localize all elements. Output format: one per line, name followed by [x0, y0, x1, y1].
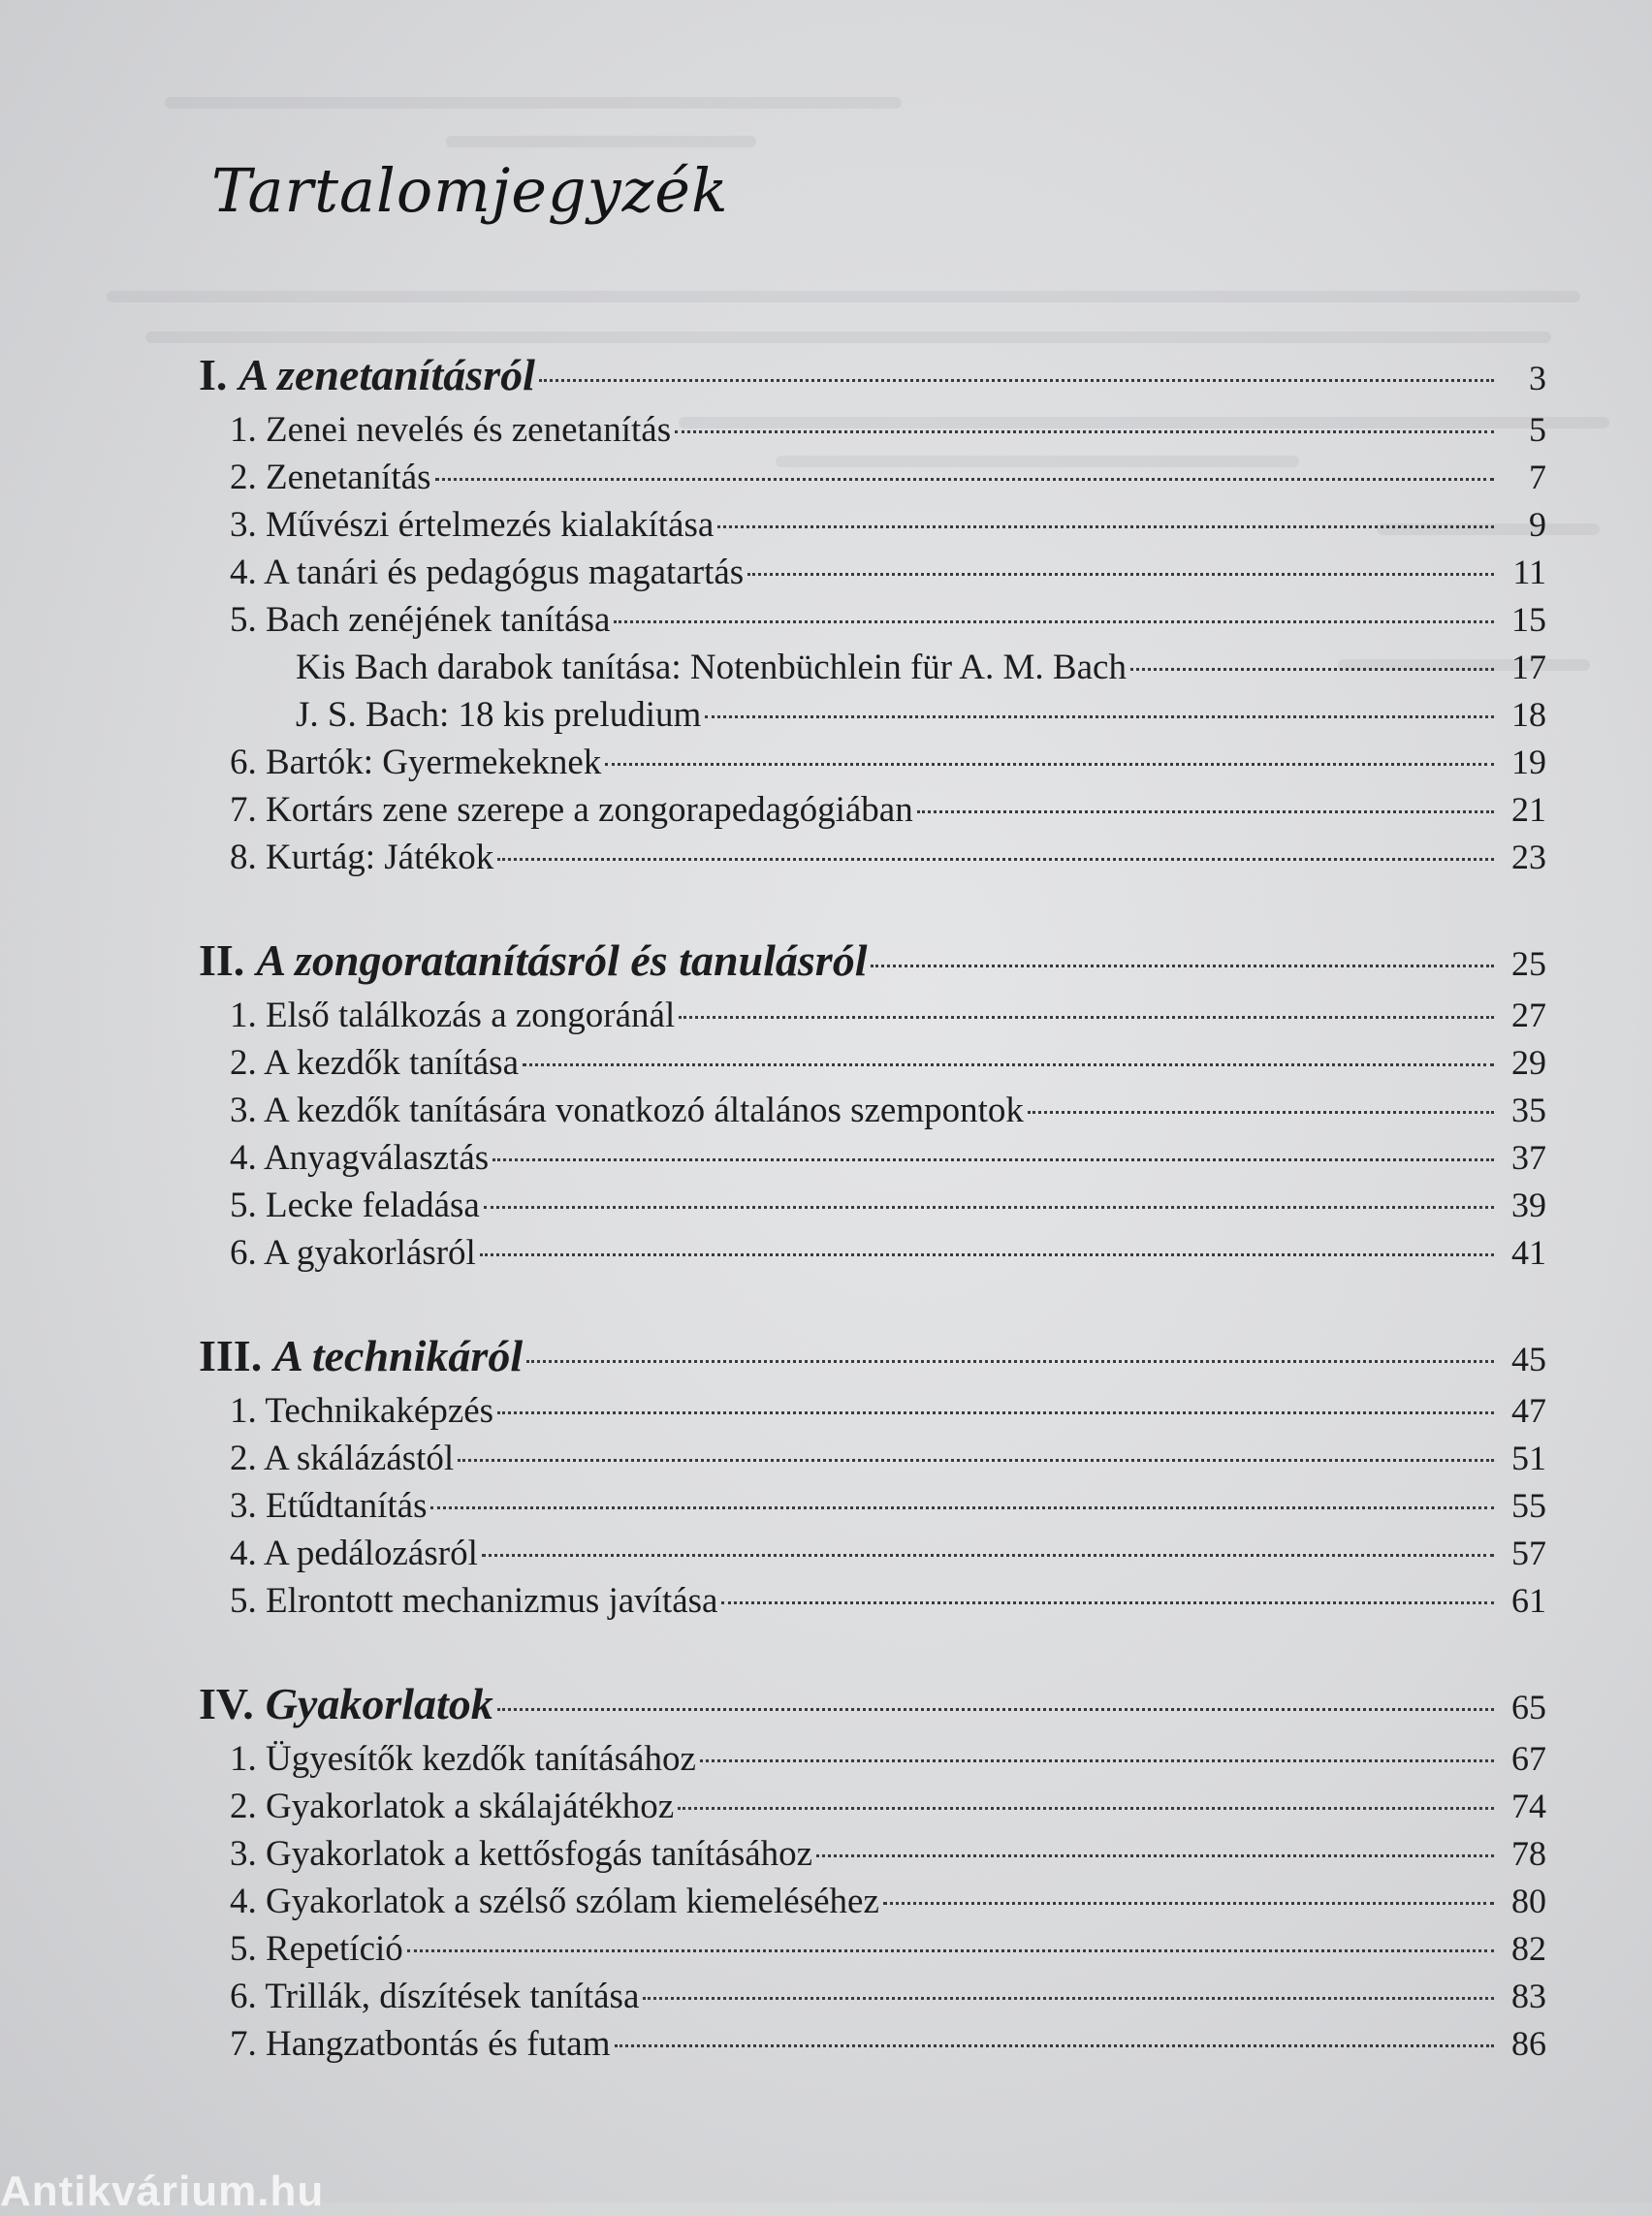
table-of-contents — [199, 349, 1546, 2121]
leader-dots — [614, 620, 1494, 623]
toc-entry — [199, 1438, 1546, 1485]
toc-entry — [199, 789, 1546, 837]
leader-dots — [492, 1158, 1494, 1161]
toc-entry — [199, 599, 1546, 647]
toc-entry — [199, 504, 1546, 552]
section-title: A zongoratanításról és tanulásról — [256, 935, 868, 985]
page-number: 47 — [1511, 1391, 1546, 1430]
leader-dots — [497, 1708, 1494, 1711]
entry-label: 6. A gyakorlásról — [230, 1233, 476, 1273]
section-number: III. — [199, 1331, 263, 1380]
entry-label: 5. Lecke feladása — [230, 1186, 480, 1225]
entry-label: 2. Gyakorlatok a skálajátékhoz — [230, 1787, 675, 1826]
page-number: 57 — [1511, 1534, 1546, 1572]
leader-dots — [482, 1554, 1494, 1557]
page-number: 55 — [1511, 1486, 1546, 1525]
page-number: 35 — [1511, 1091, 1546, 1129]
leader-dots — [700, 1759, 1494, 1762]
section-heading — [199, 1678, 1546, 1738]
page-number: 86 — [1511, 2024, 1546, 2063]
page-number: 5 — [1529, 410, 1546, 449]
entry-label: 4. A tanári és pedagógus magatartás — [230, 553, 745, 592]
entry-label: 3. Gyakorlatok a kettősfogás tanításához — [230, 1834, 813, 1874]
toc-entry — [199, 1090, 1546, 1137]
section-heading — [199, 934, 1546, 995]
leader-dots — [523, 1063, 1494, 1066]
leader-dots — [747, 573, 1494, 576]
entry-label: 3. A kezdők tanítására vonatkozó általános szempontok — [230, 1091, 1024, 1130]
entry-label: Kis Bach darabok tanítása: Notenbüchlein für A. M. Bach — [296, 648, 1127, 687]
entry-label: 2. Zenetanítás — [230, 458, 431, 497]
toc-entry — [199, 1042, 1546, 1090]
section-title: Gyakorlatok — [265, 1679, 493, 1728]
toc-entry — [199, 1738, 1546, 1786]
entry-label: 2. A kezdők tanítása — [230, 1043, 519, 1083]
toc-subentry — [199, 694, 1546, 742]
entry-label: 1. Első találkozás a zongoránál — [230, 996, 676, 1035]
leader-dots — [883, 1902, 1494, 1905]
leader-dots — [539, 379, 1494, 382]
page-number: 29 — [1511, 1043, 1546, 1082]
entry-label: 8. Kurtág: Játékok — [230, 838, 494, 877]
entry-label: 6. Bartók: Gyermekeknek — [230, 743, 602, 782]
toc-entry — [199, 1976, 1546, 2023]
toc-entry — [199, 1833, 1546, 1881]
toc-entry — [199, 837, 1546, 884]
toc-entry — [199, 1928, 1546, 1976]
entry-label: 7. Hangzatbontás és futam — [230, 2024, 611, 2064]
toc-entry — [199, 1485, 1546, 1533]
section-number: II. — [199, 935, 245, 985]
entry-label: 5. Bach zenéjének tanítása — [230, 600, 611, 640]
entry-label: 4. Anyagválasztás — [230, 1138, 490, 1178]
toc-entry — [199, 995, 1546, 1042]
leader-dots — [407, 1949, 1494, 1952]
toc-section-3 — [199, 1330, 1546, 1628]
page-number: 23 — [1511, 838, 1546, 876]
page-number: 11 — [1512, 553, 1546, 591]
entry-label: J. S. Bach: 18 kis preludium — [296, 695, 702, 735]
toc-entry — [199, 1390, 1546, 1438]
page-number: 74 — [1511, 1787, 1546, 1825]
leader-dots — [615, 2044, 1495, 2047]
page-number: 78 — [1511, 1834, 1546, 1873]
page-number: 15 — [1511, 600, 1546, 639]
entry-label: 1. Technikaképzés — [230, 1391, 494, 1431]
entry-label: 3. Művészi értelmezés kialakítása — [230, 505, 715, 545]
entry-label: 1. Zenei nevelés és zenetanítás — [230, 410, 672, 450]
page-number: 67 — [1511, 1739, 1546, 1778]
leader-dots — [526, 1360, 1494, 1363]
page-number: 3 — [1529, 359, 1546, 397]
leader-dots — [917, 810, 1494, 813]
leader-dots — [1028, 1111, 1494, 1114]
leader-dots — [675, 430, 1494, 433]
toc-entry — [199, 1881, 1546, 1928]
entry-label: 6. Trillák, díszítések tanítása — [230, 1977, 640, 2016]
leader-dots — [721, 1601, 1494, 1604]
toc-entry — [199, 1137, 1546, 1185]
leader-dots — [497, 1411, 1494, 1414]
toc-entry — [199, 1786, 1546, 1833]
toc-section-1 — [199, 349, 1546, 884]
page-number: 39 — [1511, 1186, 1546, 1224]
leader-dots — [717, 525, 1494, 528]
entry-label: 5. Elrontott mechanizmus javítása — [230, 1581, 718, 1621]
page-number: 25 — [1511, 944, 1546, 983]
leader-dots — [484, 1206, 1494, 1209]
page-number: 19 — [1511, 743, 1546, 781]
toc-section-4 — [199, 1678, 1546, 2071]
entry-label: 4. A pedálozásról — [230, 1534, 478, 1573]
toc-entry — [199, 1185, 1546, 1232]
leader-dots — [705, 715, 1494, 718]
entry-label: 5. Repetíció — [230, 1929, 403, 1969]
leader-dots — [497, 858, 1494, 861]
leader-dots — [1130, 668, 1494, 671]
watermark: Antikvárium.hu — [0, 2168, 325, 2215]
leader-dots — [816, 1854, 1494, 1857]
section-title: A technikáról — [273, 1331, 524, 1380]
leader-dots — [678, 1807, 1494, 1810]
leader-dots — [458, 1459, 1494, 1462]
leader-dots — [871, 965, 1494, 967]
section-number: IV. — [199, 1679, 254, 1728]
page-number: 9 — [1529, 505, 1546, 544]
leader-dots — [435, 478, 1494, 481]
entry-label: 2. A skálázástól — [230, 1439, 455, 1478]
page-number: 65 — [1511, 1688, 1546, 1726]
toc-entry — [199, 1533, 1546, 1580]
entry-label: 4. Gyakorlatok a szélső szólam kiemeléséhez — [230, 1882, 879, 1921]
toc-entry — [199, 742, 1546, 789]
page-number: 45 — [1511, 1340, 1546, 1378]
leader-dots — [679, 1016, 1494, 1019]
page-number: 41 — [1511, 1233, 1546, 1272]
section-title: A zenetanításról — [238, 350, 535, 399]
page-number: 7 — [1529, 458, 1546, 496]
entry-label: 3. Etűdtanítás — [230, 1486, 428, 1526]
page-number: 37 — [1511, 1138, 1546, 1177]
page-number: 21 — [1511, 790, 1546, 829]
page-number: 27 — [1511, 996, 1546, 1034]
page-number: 18 — [1511, 695, 1546, 734]
page-number: 17 — [1511, 648, 1546, 686]
page-number: 51 — [1511, 1439, 1546, 1477]
section-heading — [199, 349, 1546, 409]
toc-entry — [199, 552, 1546, 599]
toc-entry — [199, 1580, 1546, 1628]
leader-dots — [605, 763, 1494, 766]
section-number: I. — [199, 350, 228, 399]
section-heading — [199, 1330, 1546, 1390]
entry-label: 1. Ügyesítők kezdők tanításához — [230, 1739, 696, 1779]
toc-subentry — [199, 647, 1546, 694]
leader-dots — [480, 1253, 1494, 1256]
toc-entry — [199, 409, 1546, 457]
page-number: 82 — [1511, 1929, 1546, 1968]
entry-label: 7. Kortárs zene szerepe a zongorapedagógiában — [230, 790, 913, 830]
toc-entry — [199, 1232, 1546, 1280]
page-number: 61 — [1511, 1581, 1546, 1620]
page-title: Tartalomjegyzék — [211, 155, 729, 226]
toc-entry — [199, 457, 1546, 504]
leader-dots — [643, 1997, 1494, 2000]
page-number: 83 — [1511, 1977, 1546, 2015]
toc-section-2 — [199, 934, 1546, 1280]
leader-dots — [430, 1506, 1494, 1509]
page-number: 80 — [1511, 1882, 1546, 1920]
toc-entry — [199, 2023, 1546, 2071]
